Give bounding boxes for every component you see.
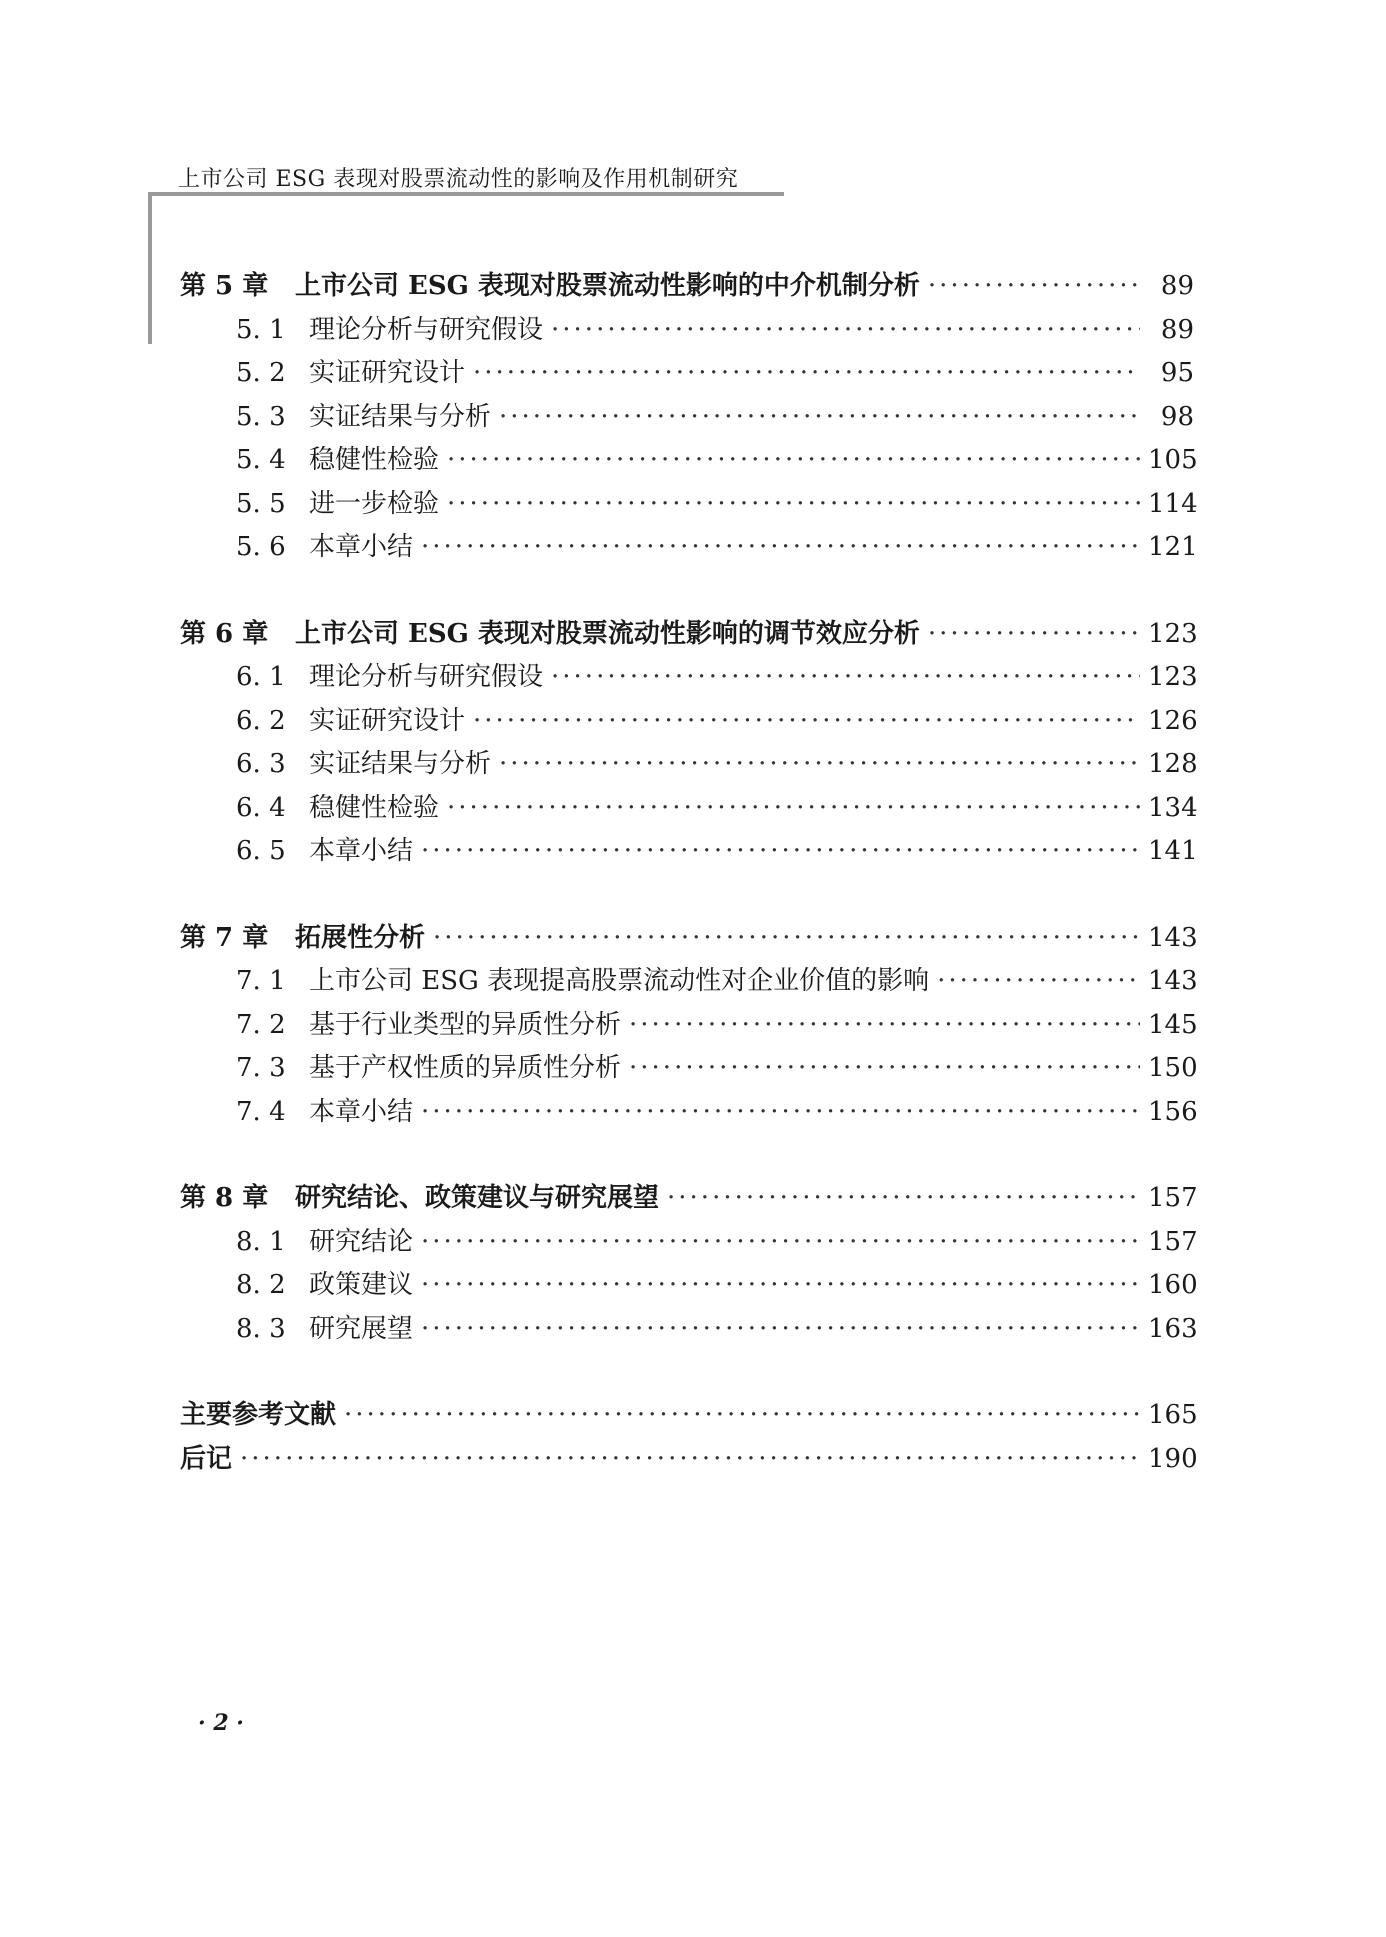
dot-leader: [421, 532, 1140, 562]
entry-title: 研究展望: [309, 1313, 414, 1344]
entry-title: 实证研究设计: [309, 705, 466, 736]
toc-section-entry[interactable]: [180, 396, 1194, 440]
entry-title: 实证研究设计: [309, 358, 466, 388]
section-number: 7. 4: [236, 1096, 286, 1127]
entry-title: 稳健性检验: [309, 445, 440, 475]
page-number-ref: 89: [1160, 314, 1194, 345]
toc-backmatter-entry[interactable]: [180, 1438, 1198, 1482]
toc-section-entry[interactable]: [180, 1047, 1198, 1091]
toc-section-entry[interactable]: [180, 787, 1198, 831]
dot-leader: [629, 1010, 1140, 1040]
section-number: 6. 4: [236, 792, 286, 823]
dot-leader: [433, 923, 1140, 953]
toc-chapter-entry[interactable]: [180, 917, 1198, 961]
page-number-ref: 157: [1148, 1183, 1198, 1213]
page-number-ref: 98: [1160, 401, 1194, 432]
dot-leader: [667, 1183, 1140, 1213]
entry-title: 本章小结: [309, 1096, 414, 1127]
table-of-contents: [180, 265, 1198, 1481]
section-number: 5. 4: [236, 445, 286, 475]
chapter-number: 第 7 章: [180, 922, 269, 953]
page-number-ref: 126: [1148, 705, 1198, 736]
toc-section-entry[interactable]: [180, 1004, 1198, 1048]
section-number: 7. 1: [236, 966, 286, 996]
page-number-ref: 141: [1148, 836, 1198, 866]
header-side-bar: [148, 192, 152, 344]
header-rule: [148, 192, 784, 196]
dot-leader: [447, 445, 1140, 475]
section-number: 8. 1: [236, 1226, 286, 1257]
toc-section-entry[interactable]: [180, 1308, 1198, 1352]
section-number: 7. 3: [236, 1053, 286, 1083]
dot-leader: [928, 619, 1140, 649]
toc-section-entry[interactable]: [180, 1264, 1198, 1308]
dot-leader: [421, 1227, 1140, 1257]
entry-title: 本章小结: [309, 836, 414, 866]
page-number-ref: 163: [1148, 1313, 1198, 1344]
toc-section-entry[interactable]: [180, 526, 1198, 570]
toc-chapter-entry[interactable]: [180, 1177, 1198, 1221]
entry-title: 实证结果与分析: [309, 749, 492, 779]
page-number-ref: 143: [1148, 922, 1198, 953]
dot-leader: [421, 836, 1140, 866]
dot-leader: [421, 1314, 1140, 1344]
entry-title: 基于行业类型的异质性分析: [309, 1009, 622, 1040]
page-number-ref: 143: [1148, 966, 1198, 996]
dot-leader: [629, 1053, 1140, 1083]
toc-chapter-entry[interactable]: [180, 613, 1198, 657]
toc-section-entry[interactable]: [180, 309, 1194, 353]
dot-leader: [551, 315, 1140, 345]
toc-section-entry[interactable]: [180, 1091, 1198, 1135]
chapter-number: 第 8 章: [180, 1183, 269, 1213]
toc-backmatter-entry[interactable]: [180, 1394, 1198, 1438]
entry-title: 政策建议: [309, 1270, 414, 1300]
dot-leader: [551, 662, 1140, 692]
page-number-ref: 134: [1148, 792, 1198, 823]
page-number-ref: 150: [1148, 1053, 1198, 1083]
dot-leader: [421, 1270, 1140, 1300]
page-number-ref: 145: [1148, 1009, 1198, 1040]
toc-section-entry[interactable]: [180, 656, 1198, 700]
dot-leader: [421, 1097, 1140, 1127]
toc-section-entry[interactable]: [180, 743, 1198, 787]
section-number: 5. 2: [236, 358, 286, 388]
page-number-ref: 160: [1148, 1270, 1198, 1300]
entry-title: 研究结论: [309, 1226, 414, 1257]
dot-leader: [928, 271, 1140, 301]
dot-leader: [240, 1444, 1140, 1474]
entry-title: 拓展性分析: [295, 922, 426, 953]
dot-leader: [473, 706, 1140, 736]
entry-title: 上市公司 ESG 表现提高股票流动性对企业价值的影响: [309, 966, 930, 996]
section-number: 8. 3: [236, 1313, 286, 1344]
entry-title: 进一步检验: [309, 488, 440, 519]
toc-section-entry[interactable]: [180, 483, 1198, 527]
entry-title: 研究结论、政策建议与研究展望: [295, 1183, 660, 1213]
section-number: 6. 3: [236, 749, 286, 779]
entry-title: 本章小结: [309, 532, 414, 562]
toc-section-entry[interactable]: [180, 960, 1198, 1004]
entry-title: 基于产权性质的异质性分析: [309, 1053, 622, 1083]
page-number-ref: 128: [1148, 749, 1198, 779]
toc-section-entry[interactable]: [180, 439, 1198, 483]
page-number: · 2 ·: [198, 1710, 244, 1736]
entry-title: 主要参考文献: [180, 1400, 337, 1430]
entry-title: 理论分析与研究假设: [309, 662, 544, 692]
dot-leader: [447, 489, 1140, 519]
section-number: 6. 2: [236, 705, 286, 736]
dot-leader: [344, 1400, 1140, 1430]
section-number: 6. 1: [236, 662, 286, 692]
section-number: 8. 2: [236, 1270, 286, 1300]
dot-leader: [447, 793, 1140, 823]
running-header: 上市公司 ESG 表现对股票流动性的影响及作用机制研究: [178, 167, 739, 192]
page-number-ref: 114: [1148, 488, 1198, 519]
dot-leader: [499, 749, 1140, 779]
dot-leader: [937, 966, 1140, 996]
page-number-ref: 157: [1148, 1226, 1198, 1257]
dot-leader: [499, 402, 1140, 432]
entry-title: 后记: [180, 1443, 233, 1474]
section-number: 7. 2: [236, 1009, 286, 1040]
toc-section-entry[interactable]: [180, 700, 1198, 744]
entry-title: 实证结果与分析: [309, 401, 492, 432]
page-number-ref: 121: [1148, 532, 1198, 562]
section-number: 6. 5: [236, 836, 286, 866]
page-number-ref: 156: [1148, 1096, 1198, 1127]
section-number: 5. 1: [236, 314, 286, 345]
entry-title: 上市公司 ESG 表现对股票流动性影响的中介机制分析: [295, 271, 920, 301]
page-number-ref: 165: [1148, 1400, 1198, 1430]
toc-section-entry[interactable]: [180, 1221, 1198, 1265]
entry-title: 稳健性检验: [309, 792, 440, 823]
chapter-number: 第 5 章: [180, 271, 269, 301]
toc-section-entry[interactable]: [180, 352, 1194, 396]
page-number-ref: 89: [1160, 271, 1194, 301]
dot-leader: [473, 358, 1140, 388]
page-number-ref: 123: [1148, 618, 1198, 649]
section-number: 5. 6: [236, 532, 286, 562]
toc-chapter-entry[interactable]: [180, 265, 1194, 309]
toc-section-entry[interactable]: [180, 830, 1198, 874]
page-number-ref: 105: [1148, 445, 1198, 475]
page-number-ref: 95: [1160, 358, 1194, 388]
entry-title: 理论分析与研究假设: [309, 314, 544, 345]
page-number-ref: 190: [1148, 1443, 1198, 1474]
section-number: 5. 5: [236, 488, 286, 519]
chapter-number: 第 6 章: [180, 618, 269, 649]
section-number: 5. 3: [236, 401, 286, 432]
entry-title: 上市公司 ESG 表现对股票流动性影响的调节效应分析: [295, 618, 920, 649]
page-number-ref: 123: [1148, 662, 1198, 692]
